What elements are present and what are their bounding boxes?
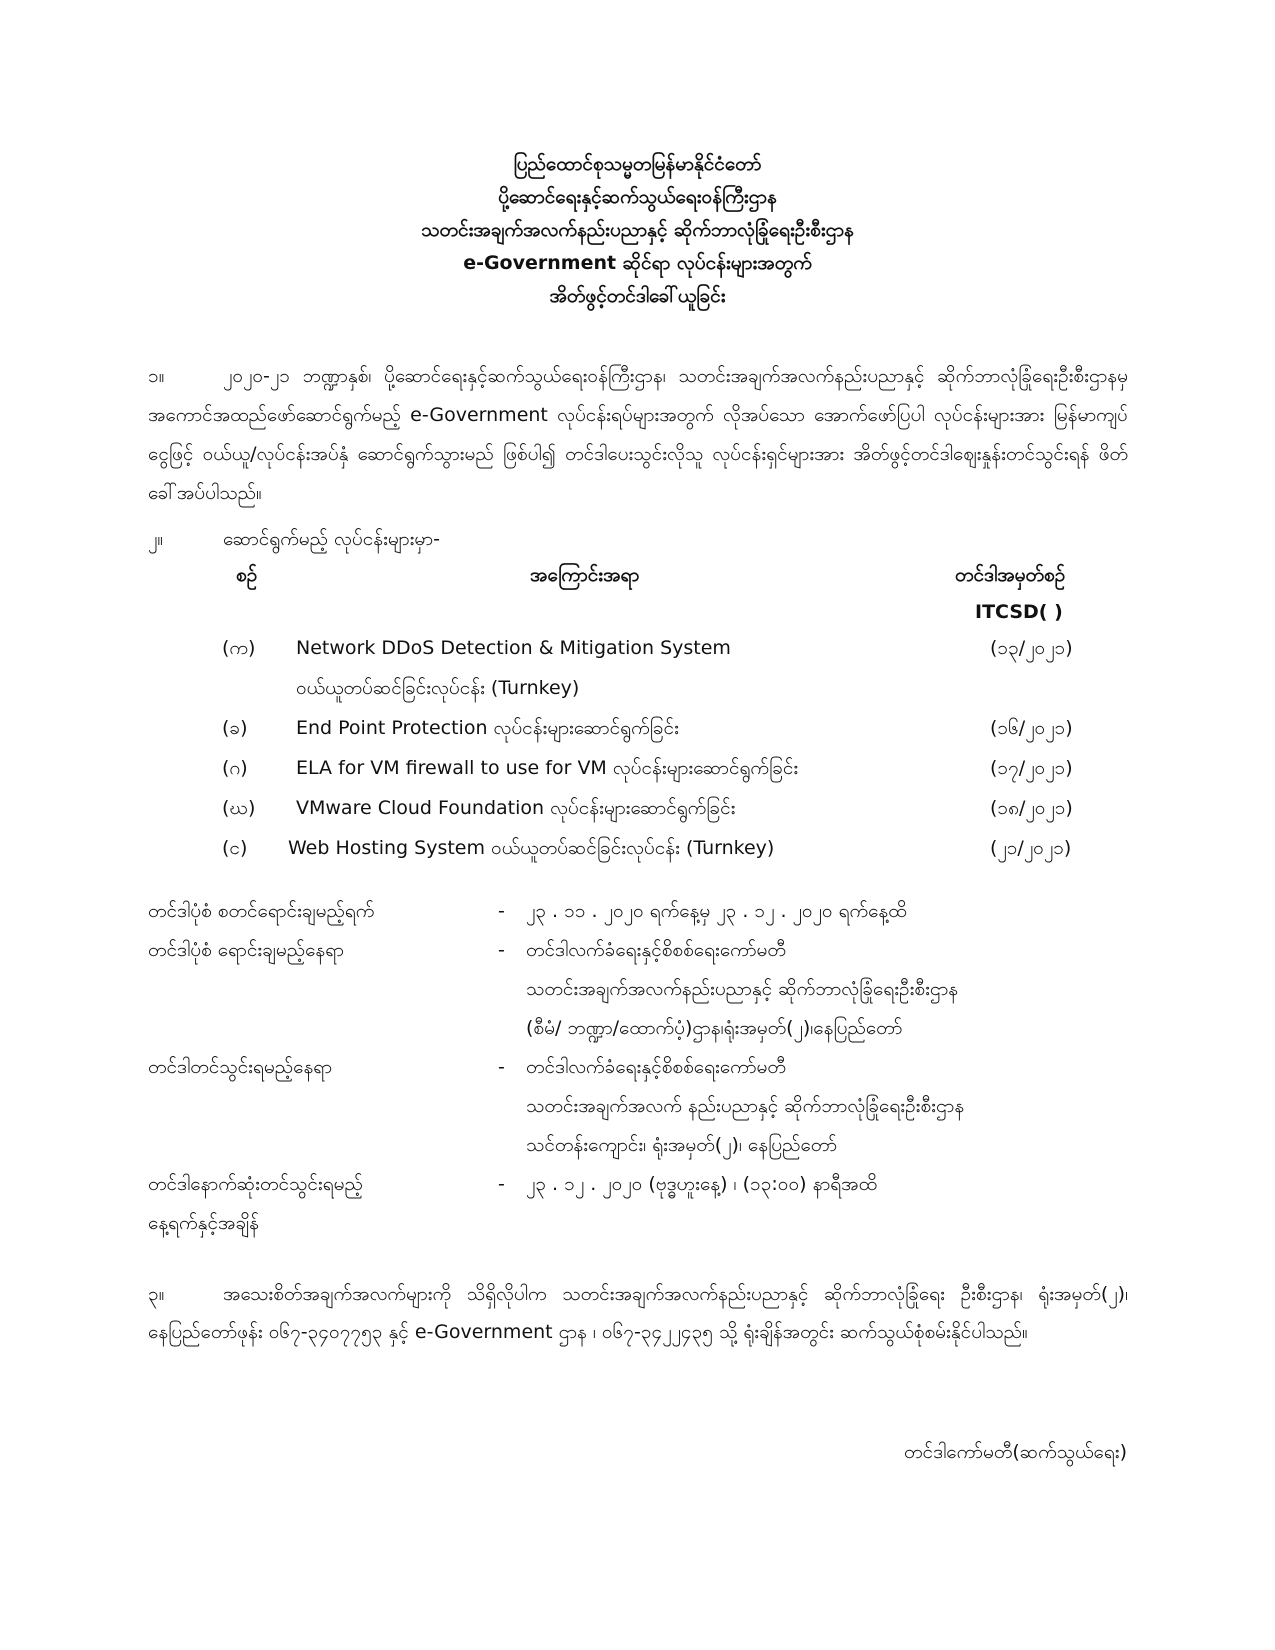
paragraph-3-text: အသေးစိတ်အချက်အလက်များကို သိရှိလိုပါက သတင်းအချက်အလက်နည်းပညာနှင့် ဆိုက်ဘာလုံခြုံရေး ဦးစီးဌာန၊ ရုံးအမှတ်(၂)၊ နေပြည်တော်ဖုန်း ၀၆၇-၃၄၀၇၇၅၃ နှင့် e-Government ဌာန ၊ ၀၆၇-၃၄၂၂၄၃၅ သို့ ရုံးချိန်အတွင်း ဆက်သွယ်စုံစမ်းနိုင်ပါသည်။: [148, 1283, 1128, 1343]
submit-place-label: တင်ဒါတင်သွင်းရမည့်နေရာ: [148, 1056, 333, 1078]
row-label: (ဂ): [222, 757, 248, 779]
header-ministry: ပို့ဆောင်ရေးနှင့်ဆက်သွယ်ရေးဝန်ကြီးဌာန: [498, 186, 777, 208]
paragraph-1: [148, 357, 1128, 513]
row-description: VMware Cloud Foundation လုပ်ငန်းများဆောင်ရွက်ခြင်း: [296, 797, 736, 819]
sale-place-label: တင်ဒါပုံစံ ရောင်းချမည့်နေရာ: [148, 939, 344, 961]
sale-period-value: ၂၃ . ၁၁ . ၂၀၂၀ ရက်နေ့မှ ၂၃ . ၁၂ . ၂၀၂၀ ရက်နေ့ထိ: [526, 900, 907, 922]
row-tender-ref: (၁၆/၂၀၂၁): [990, 717, 1073, 739]
row-description: End Point Protection လုပ်ငန်းများဆောင်ရွက်ခြင်း: [296, 717, 679, 739]
notice-header: [0, 148, 1275, 313]
paragraph-1-number: ၁။: [148, 365, 165, 387]
row-tender-ref: (၂၁/၂၀၂၁): [990, 837, 1072, 859]
paragraph-1-text: ၂၀၂၀-၂၁ ဘဏ္ဍာနှစ်၊ ပို့ဆောင်ရေးနှင့်ဆက်သွယ်ရေးဝန်ကြီးဌာန၊ သတင်းအချက်အလက်နည်းပညာနှင့် ဆိုက်ဘာလုံခြုံရေးဦးစီးဌာနမှ အကောင်အထည်ဖော်ဆောင်ရွက်မည့် e-Government လုပ်ငန်းရပ်များအတွက် လိုအပ်သော အောက်ဖော်ပြပါ လုပ်ငန်းများအား မြန်မာကျပ်ငွေဖြင့် ဝယ်ယူ/လုပ်ငန်းအပ်နှံ ဆောင်ရွက်သွားမည် ဖြစ်ပါ၍ တင်ဒါပေးသွင်းလိုသူ လုပ်ငန်းရှင်များအား အိတ်ဖွင့်တင်ဒါဈေးနှုန်းတင်သွင်းရန် ဖိတ်ခေါ်အပ်ပါသည်။: [148, 365, 1128, 504]
paragraph-2: [148, 520, 1128, 559]
header-country: ပြည်ထောင်စုသမ္မတမြန်မာနိုင်ငံတော်: [513, 153, 762, 175]
sale-period-label: တင်ဒါပုံစံ စတင်ရောင်းချမည့်ရက်: [148, 900, 375, 922]
paragraph-3-number: ၃။: [148, 1283, 165, 1305]
submit-place-line-1: တင်ဒါလက်ခံရေးနှင့်စိစစ်ရေးကော်မတီ: [526, 1056, 786, 1078]
column-header-tender-ref-code: ITCSD( ): [975, 601, 1063, 623]
submit-place-dash: -: [498, 1056, 505, 1078]
table-row: [0, 628, 1275, 699]
deadline-dash: -: [498, 1173, 505, 1195]
column-header-tender-ref: တင်ဒါအမှတ်စဉ်: [955, 564, 1066, 586]
deadline-label-line-2: နေ့ရက်နှင့်အချိန်: [148, 1212, 259, 1234]
row-label: (ခ): [222, 717, 248, 739]
table-row: [0, 828, 1275, 868]
row-label: (ဃ): [222, 797, 256, 819]
sale-period-dash: -: [498, 900, 505, 922]
submit-place-line-2: သတင်းအချက်အလက် နည်းပညာနှင့် ဆိုက်ဘာလုံခြုံရေးဦးစီးဌာန: [526, 1095, 965, 1117]
row-description: Network DDoS Detection & Mitigation System: [296, 637, 731, 659]
sale-place-line-2: သတင်းအချက်အလက်နည်းပညာနှင့် ဆိုက်ဘာလုံခြုံရေးဦးစီးဌာန: [526, 978, 959, 1000]
header-title: အိတ်ဖွင့်တင်ဒါခေါ်ယူခြင်း: [549, 285, 726, 307]
deadline-value: ၂၃ . ၁၂ . ၂၀၂၀ (ဗုဒ္ဓဟူးနေ့) ၊ (၁၃:၀၀) နာရီအထိ: [526, 1173, 877, 1195]
sale-place-line-3: (စီမံ/ ဘဏ္ဍာ/ထောက်ပံ့)ဌာန၊ရုံးအမှတ်(၂)၊နေပြည်တော်: [526, 1017, 903, 1039]
submit-place-line-3: သင်တန်းကျောင်း၊ ရုံးအမှတ်(၂)၊ နေပြည်တော်: [526, 1134, 838, 1156]
table-row: [0, 788, 1275, 828]
row-description: Web Hosting System ဝယ်ယူတပ်ဆင်ခြင်းလုပ်ငန်း (Turnkey): [288, 837, 775, 859]
deadline-label-line-1: တင်ဒါနောက်ဆုံးတင်သွင်းရမည့်: [148, 1173, 363, 1195]
row-description-sub: ဝယ်ယူတပ်ဆင်ခြင်းလုပ်ငန်း (Turnkey): [296, 677, 580, 699]
column-header-description: အကြောင်းအရာ: [530, 564, 640, 586]
header-department: သတင်းအချက်အလက်နည်းပညာနှင့် ဆိုက်ဘာလုံခြုံရေးဦးစီးဌာန: [421, 219, 854, 241]
sale-place-dash: -: [498, 939, 505, 961]
row-tender-ref: (၁၃/၂၀၂၁): [990, 637, 1073, 659]
paragraph-3: [148, 1275, 1128, 1351]
signature-committee: တင်ဒါကော်မတီ(ဆက်သွယ်ရေး): [904, 1441, 1127, 1463]
row-label: (က): [222, 637, 256, 659]
row-description: ELA for VM firewall to use for VM လုပ်ငန်းများဆောင်ရွက်ခြင်း: [296, 757, 799, 779]
column-header-no: စဉ်: [236, 564, 258, 586]
paragraph-2-text: ဆောင်ရွက်မည့် လုပ်ငန်းများမှာ-: [223, 528, 440, 550]
header-subject: e-Government ဆိုင်ရာ လုပ်ငန်းများအတွက်: [463, 252, 812, 274]
paragraph-2-number: ၂။: [148, 528, 164, 550]
sale-place-line-1: တင်ဒါလက်ခံရေးနှင့်စိစစ်ရေးကော်မတီ: [526, 939, 786, 961]
table-row: [0, 708, 1275, 748]
row-tender-ref: (၁၈/၂၀၂၁): [990, 797, 1073, 819]
table-row: [0, 748, 1275, 788]
row-tender-ref: (၁၇/၂၀၂၁): [990, 757, 1073, 779]
row-label: (င): [222, 837, 248, 859]
